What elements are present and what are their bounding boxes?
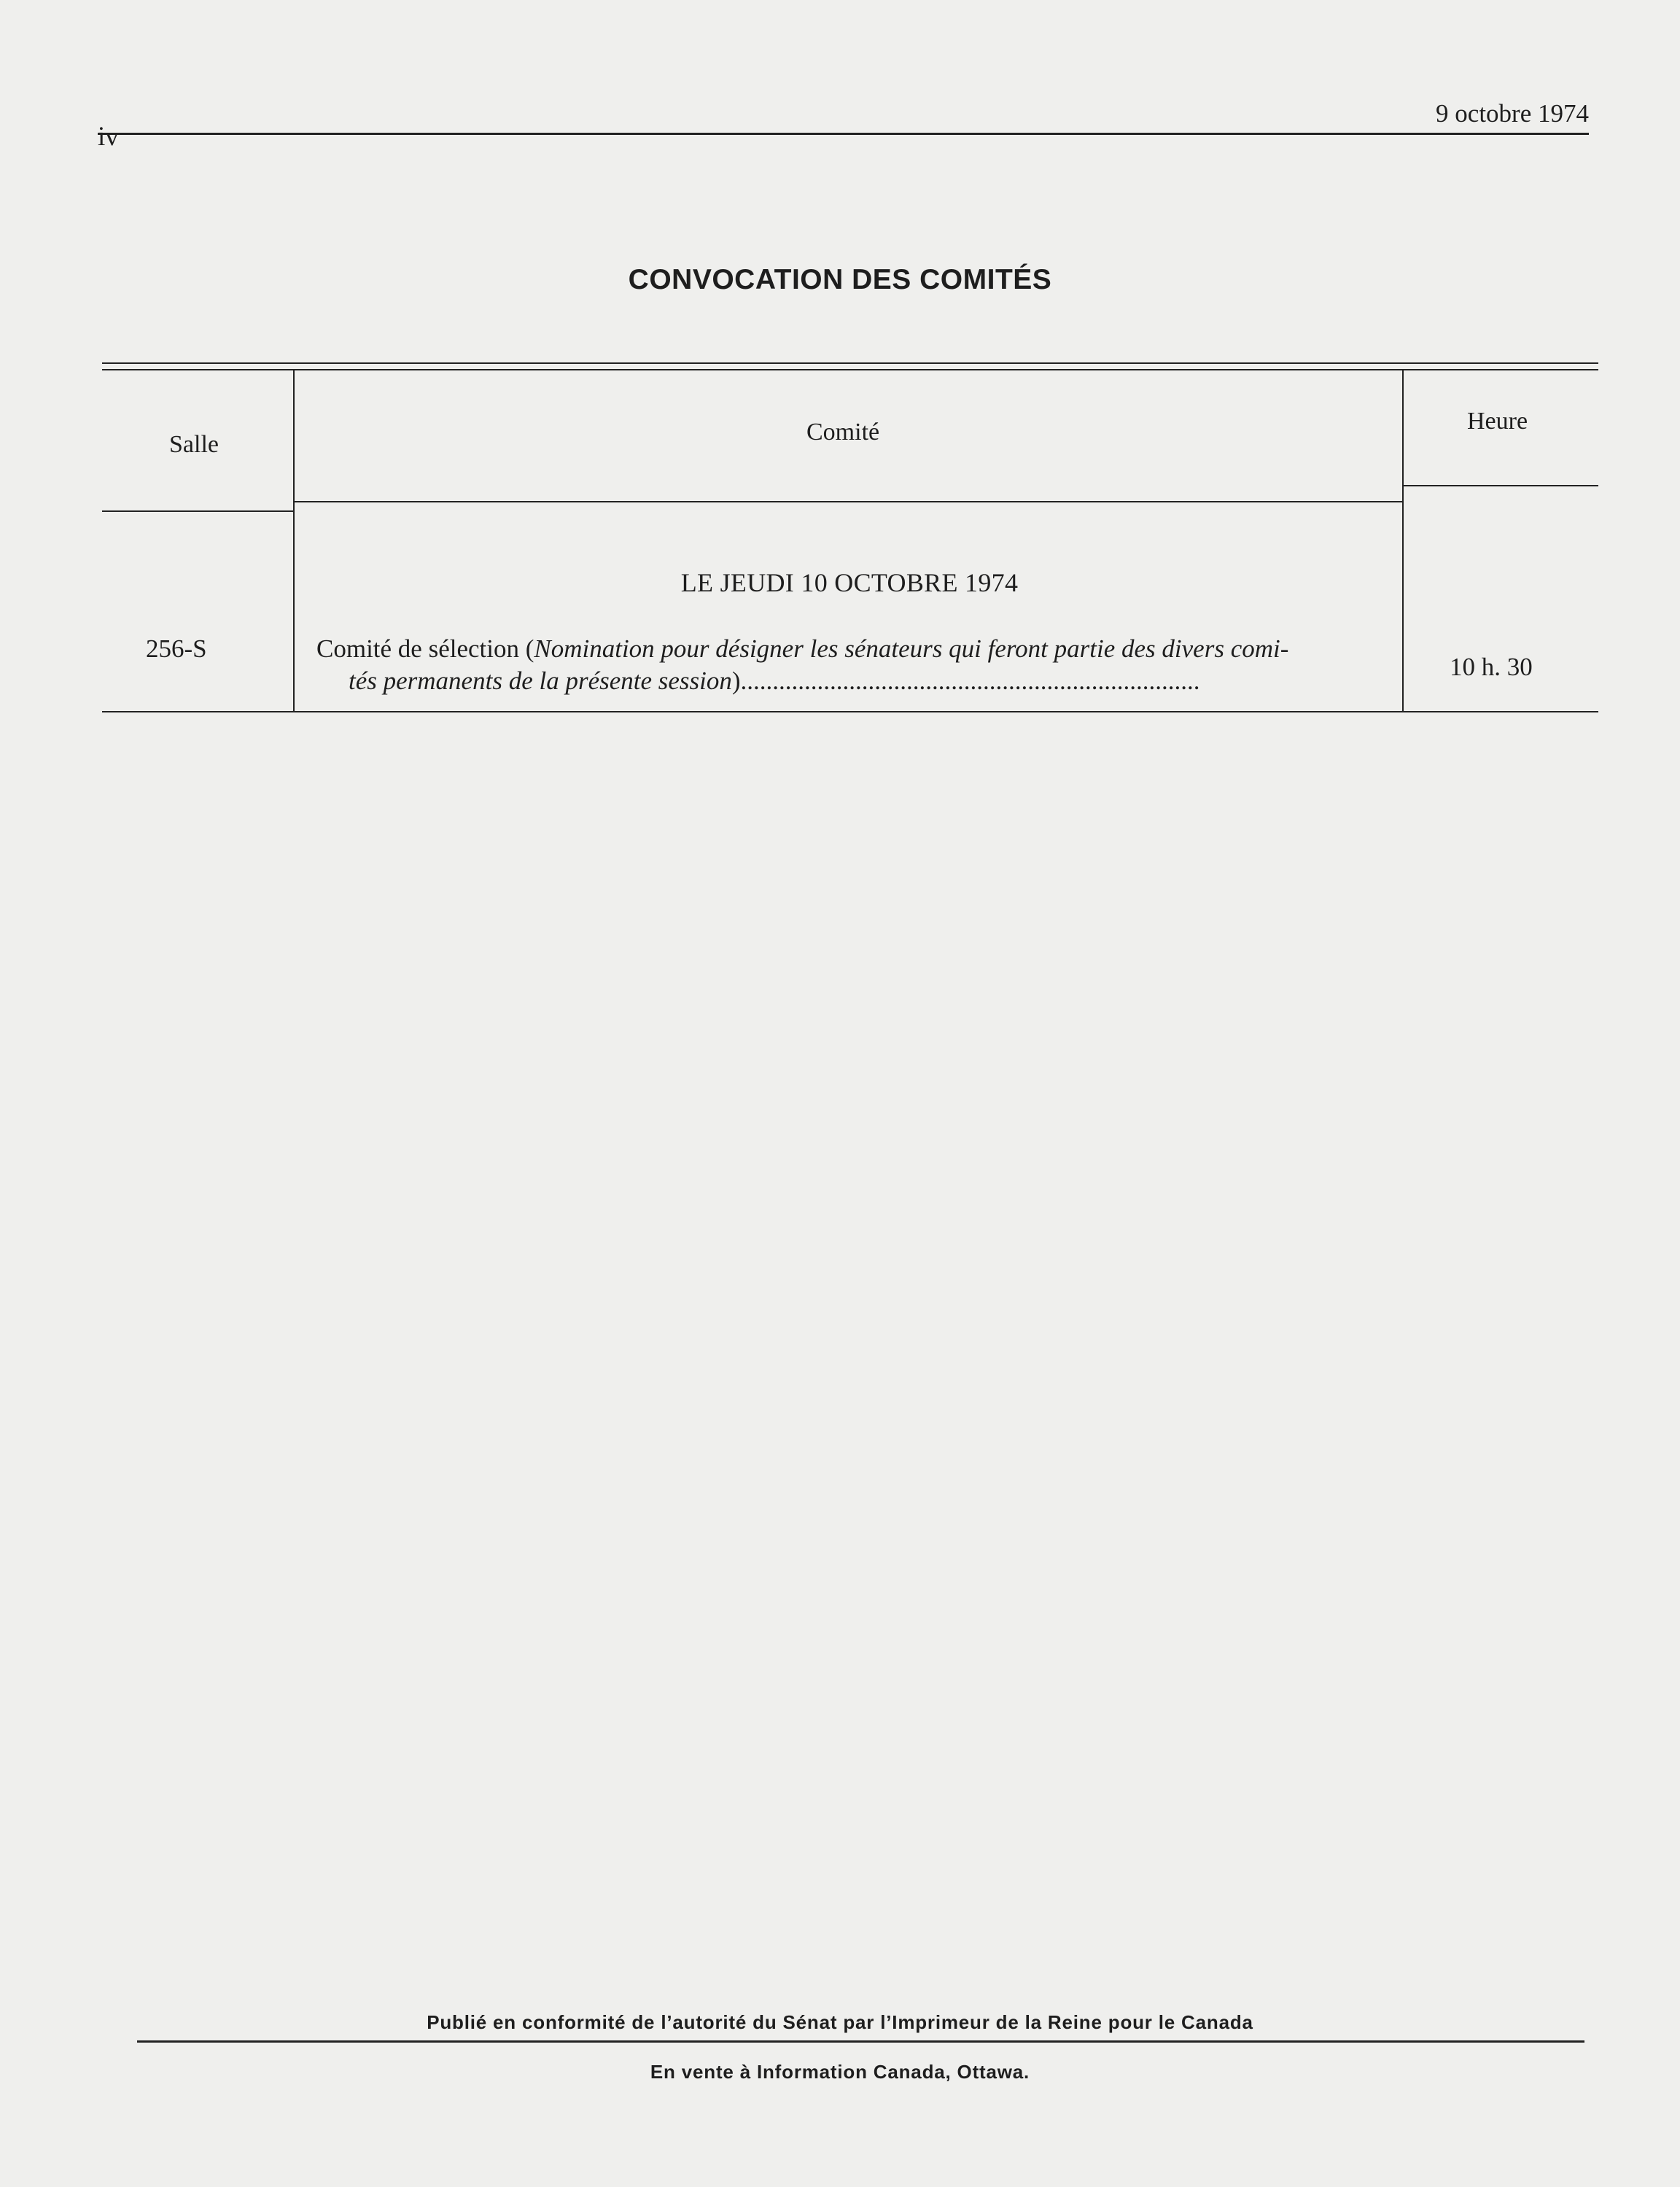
row-comite xyxy=(316,633,1388,697)
header-rule xyxy=(98,133,1589,135)
table-top-rule xyxy=(102,362,1598,364)
comite-header-rule xyxy=(293,501,1402,502)
heure-header-rule xyxy=(1402,485,1598,486)
column-header-salle: Salle xyxy=(169,431,219,458)
footer-publisher: Publié en conformité de l’autorité du Sénat par l’Imprimeur de la Reine pour le Canada xyxy=(427,2011,1253,2033)
comite-nomination-line2: tés permanents de la présente session xyxy=(349,667,732,695)
comite-prefix: Comité de sélection ( xyxy=(316,634,534,663)
column-divider-left xyxy=(293,370,295,711)
footer-sale-info: En vente à Information Canada, Ottawa. xyxy=(650,2061,1030,2083)
column-header-heure: Heure xyxy=(1467,408,1528,435)
column-header-comite: Comité xyxy=(806,419,880,446)
document-title: CONVOCATION DES COMITÉS xyxy=(628,264,1052,295)
column-divider-right xyxy=(1402,370,1404,711)
header-date: 9 octobre 1974 xyxy=(1436,99,1589,128)
table-bottom-rule xyxy=(102,711,1598,712)
comite-suffix-leader: )........................................................................ xyxy=(731,667,1200,695)
page-number: iv xyxy=(98,122,119,152)
section-heading-date: LE JEUDI 10 OCTOBRE 1974 xyxy=(680,568,1019,597)
row-heure: 10 h. 30 xyxy=(1450,653,1533,681)
salle-header-rule xyxy=(102,510,293,512)
table-top-rule-double xyxy=(102,369,1598,370)
row-salle: 256-S xyxy=(146,634,207,663)
comite-nomination-line1: Nomination pour désigner les sénateurs qui feront partie des divers comi- xyxy=(534,634,1289,663)
footer-rule xyxy=(137,2040,1584,2043)
